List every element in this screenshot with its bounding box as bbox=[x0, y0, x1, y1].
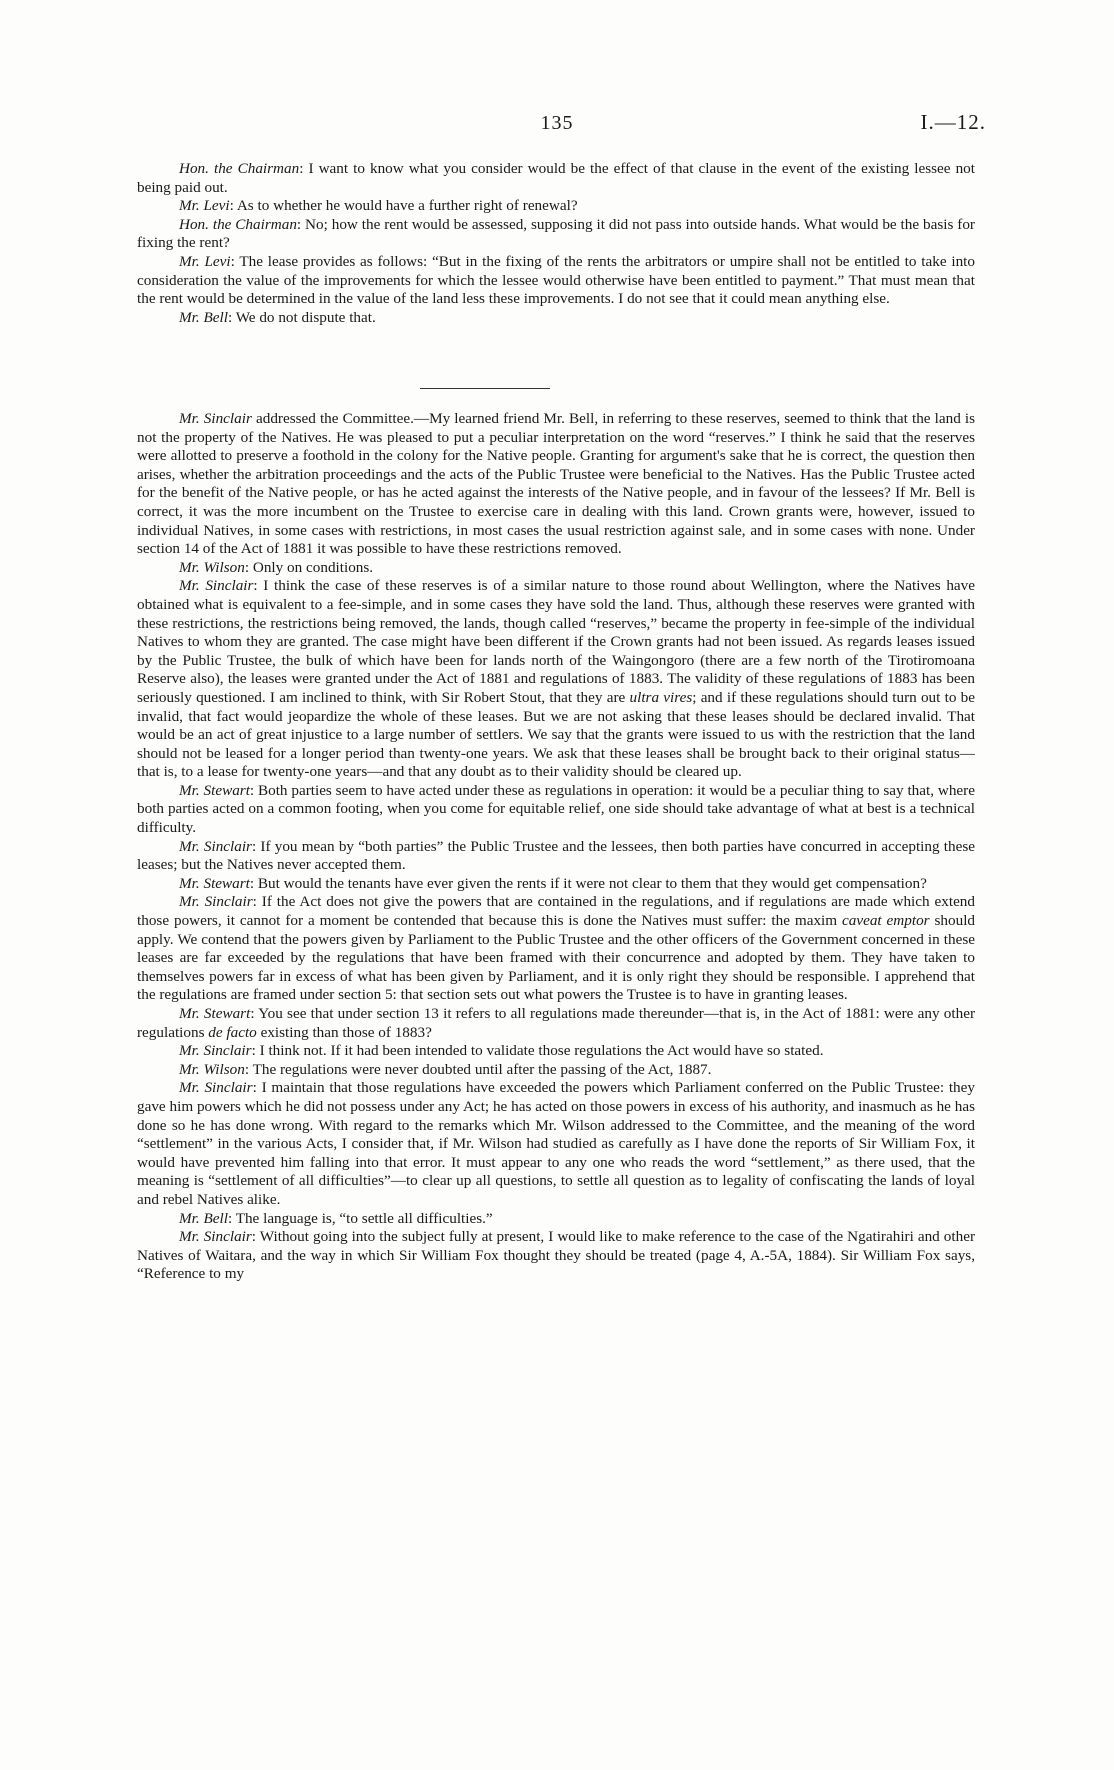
speech-text: But would the tenants have ever given the rents if it were not clear to them that they would get compensation? bbox=[257, 874, 927, 892]
speech-text: You see that under section 13 it refers to all regulations made thereunder—that is, in the Act of 1881: were any other regulations bbox=[137, 1005, 976, 1041]
latin-phrase: ultra vires bbox=[629, 688, 693, 706]
speech-text: Both parties seem to have acted under these as regulations in operation: it would be a peculiar thing to say that, where both parties acted on a common footing, when you come for equitable relief, one side should take advantage of what at best is a technical difficulty. bbox=[137, 781, 975, 837]
speech-text-continued: ; and if these regulations should turn out to be invalid, that fact would jeopardize the whole of these leases. But we are not asking that these leases should be declared invalid. That would be an act of great injustice to a large number of settlers. We say that the grants were issued to us with the restriction that the land should not be leased for a longer period than twenty-one years. We ask that these leases shall be brought back to their original status—that is, to a lease for twenty-one years—and that any doubt as to their validity should be cleared up. bbox=[137, 688, 975, 781]
speaker-separator: : bbox=[252, 1079, 262, 1097]
speaker-name: Hon. the Chairman bbox=[179, 215, 297, 233]
speaker-name: Mr. Sinclair bbox=[179, 1228, 252, 1246]
speaker-separator: : bbox=[229, 197, 237, 215]
dialogue-paragraph bbox=[137, 1228, 975, 1284]
dialogue-paragraph bbox=[137, 197, 975, 216]
dialogue-paragraph bbox=[137, 893, 975, 1005]
speaker-separator: : bbox=[253, 577, 264, 595]
latin-phrase: de facto bbox=[208, 1023, 257, 1041]
speaker-name: Mr. Stewart bbox=[179, 1005, 251, 1022]
speaker-name: Mr. Levi bbox=[179, 197, 230, 215]
speaker-separator: : bbox=[251, 837, 261, 855]
speaker-separator: : bbox=[252, 893, 262, 911]
speaker-separator: : bbox=[230, 252, 240, 270]
speech-text: We do not dispute that. bbox=[235, 308, 376, 326]
speaker-name: Mr. Stewart bbox=[179, 781, 250, 799]
speech-text: I maintain that those regulations have exceeded the powers which Parliament conferred on the Public Trustee: they gave him powers which he did not possess under any Act; he has acted on those powers in excess of his authority, and inasmuch as he has done so he has done wrong. With regard to the remarks which Mr. Wilson addressed to the Committee, and the meaning of the word “settlement” in the various Acts, I consider that, if Mr. Wilson had studied as carefully as I have done the reports of Sir William Fox, it would have prevented him falling into that error. It must appear to any one who reads the word “settlement,” as there used, that the meaning is “settlement of all difficulties”—to clear up all questions, to settle all question as to legality of confiscating the lands of loyal and rebel Natives alike. bbox=[137, 1079, 975, 1208]
dialogue-paragraph bbox=[137, 1079, 975, 1209]
speaker-separator: : bbox=[250, 1005, 259, 1022]
speaker-name: Mr. Wilson bbox=[179, 1060, 245, 1078]
dialogue-paragraph bbox=[137, 253, 975, 309]
dialogue-paragraph bbox=[137, 782, 975, 838]
speech-text: Without going into the subject fully at present, I would like to make reference to the case of the Ngatirahiri and other Natives of Waitara, and the way in which Sir William Fox thought they should be treated (page 4, A.-5A, 1884). Sir William Fox says, “Reference to my bbox=[137, 1228, 975, 1283]
speech-text-continued: existing than those of 1883? bbox=[256, 1023, 432, 1041]
dialogue-paragraph bbox=[137, 559, 975, 578]
speech-text: As to whether he would have a further right of renewal? bbox=[236, 197, 578, 215]
speaker-name: Mr. Wilson bbox=[179, 558, 245, 576]
dialogue-paragraph bbox=[137, 160, 975, 197]
speaker-name: Mr. Sinclair bbox=[179, 410, 252, 427]
dialogue-section-a bbox=[137, 160, 975, 327]
latin-phrase: caveat emptor bbox=[842, 912, 930, 930]
speech-text: If the Act does not give the powers that are contained in the regulations, and if regulations are made which extend those powers, it cannot for a moment be contended that because this is done the Natives must suffer: the maxim bbox=[137, 893, 975, 930]
dialogue-paragraph bbox=[137, 1061, 975, 1080]
speech-text: The lease provides as follows: “But in the fixing of the rents the arbitrators or umpire shall not be entitled to take into consideration the value of the improvements for which the lessee would otherwise have been entitled to payment.” That must mean that the rent would be determined in the value of the land less these improvements. I do not see that it could mean anything else. bbox=[137, 252, 975, 308]
speech-text: The language is, “to settle all difficulties.” bbox=[235, 1209, 493, 1227]
speaker-name: Mr. Levi bbox=[179, 252, 231, 270]
speaker-separator: : bbox=[227, 1209, 236, 1227]
dialogue-paragraph bbox=[137, 838, 975, 875]
speaker-name: Mr. Stewart bbox=[179, 874, 250, 892]
speaker-name: Mr. Sinclair bbox=[179, 577, 254, 595]
speech-text: I think the case of these reserves is of a similar nature to those round about Wellington, where the Natives have obtained what is equivalent to a fee-simple, and in some cases they have sold the land. Thus, although these reserves were granted with these restrictions, the restrictions being removed, the lands, though called “reserves,” became the property in fee-simple of the individual Natives to whom they are granted. The case might have been different if the Crown grants had not been issued. As regards leases issued by the Public Trustee, the bulk of which have been for lands north of the Waingongoro (there are a few north of the Tirotiromoana Reserve also), the leases were granted under the Act of 1881 and regulations of 1883. The validity of these regulations of 1883 has been seriously questioned. I am inclined to think, with Sir Robert Stout, that they are bbox=[137, 577, 975, 706]
speech-text: addressed the Committee.—My learned friend Mr. Bell, in referring to these reserves, seemed to think that the land is not the property of the Natives. He was pleased to put a peculiar interpretation on the word “reserves.” I think he said that the reserves were allotted to preserve a foothold in the colony for the Native people. Granting for argument's sake that he is correct, the question then arises, whether the arbitration proceedings and the acts of the Public Trustee were beneficial to the Natives. Has the Public Trustee acted for the benefit of the Native people, or has he acted against the interests of the Native people, and in favour of the lessees? If Mr. Bell is correct, it was the more incumbent on the Trustee to exercise care in dealing with this land. Crown grants were, however, issued to individual Natives, in some cases with restrictions, in most cases the usual restriction against sale, and in some cases with none. Under section 14 of the Act of 1881 it was possible to have these restrictions removed. bbox=[137, 410, 976, 558]
dialogue-paragraph bbox=[137, 577, 975, 782]
speaker-separator: : bbox=[244, 1060, 253, 1078]
section-divider bbox=[420, 388, 550, 389]
speaker-separator: : bbox=[244, 558, 253, 576]
page-number: 135 bbox=[540, 112, 574, 134]
speech-text: No; how the rent would be assessed, supposing it did not pass into outside hands. What would be the basis for fixing the rent? bbox=[137, 215, 975, 252]
speech-text-continued: should apply. We contend that the powers given by Parliament to the Public Trustee and the other officers of the Government concerned in these leases are far exceeded by the regulations that have been framed with their concurrence and adopted by them. They have taken to themselves powers far in excess of what has been given by Parliament, and it is only right they should be responsible. I apprehend that the regulations are framed under section 5: that section sets out what powers the Trustee is to have in granting leases. bbox=[137, 912, 976, 1004]
speaker-name: Mr. Sinclair bbox=[179, 1079, 253, 1097]
dialogue-paragraph bbox=[137, 410, 975, 559]
dialogue-paragraph bbox=[137, 875, 975, 894]
speaker-separator: : bbox=[251, 1228, 260, 1246]
speaker-separator: : bbox=[249, 874, 258, 892]
speech-text: The regulations were never doubted until after the passing of the Act, 1887. bbox=[252, 1060, 712, 1078]
speaker-name: Mr. Sinclair bbox=[179, 893, 253, 911]
speaker-name: Mr. Bell bbox=[179, 308, 228, 326]
dialogue-paragraph bbox=[137, 1210, 975, 1229]
speaker-name: Mr. Bell bbox=[179, 1209, 228, 1227]
dialogue-paragraph bbox=[137, 309, 975, 328]
speaker-separator: : bbox=[251, 1042, 260, 1060]
dialogue-section-b bbox=[137, 410, 975, 1284]
speech-text: I want to know what you consider would be the effect of that clause in the event of the existing lessee not being paid out. bbox=[137, 160, 975, 196]
speaker-name: Hon. the Chairman bbox=[179, 160, 300, 177]
speech-text: If you mean by “both parties” the Public Trustee and the lessees, then both parties have concurred in accepting these leases; but the Natives never accepted them. bbox=[137, 837, 976, 874]
dialogue-paragraph bbox=[137, 1042, 975, 1061]
speaker-separator: : bbox=[299, 160, 309, 177]
dialogue-paragraph bbox=[137, 216, 975, 253]
speaker-separator: : bbox=[249, 781, 258, 799]
speaker-separator: : bbox=[296, 215, 306, 233]
dialogue-paragraph bbox=[137, 1005, 975, 1042]
speech-text: Only on conditions. bbox=[252, 558, 374, 576]
speaker-separator: : bbox=[227, 308, 236, 326]
speaker-name: Mr. Sinclair bbox=[179, 837, 252, 855]
speaker-name: Mr. Sinclair bbox=[179, 1042, 252, 1060]
document-reference: I.—12. bbox=[920, 110, 986, 134]
speech-text: I think not. If it had been intended to validate those regulations the Act would have so stated. bbox=[259, 1042, 824, 1060]
